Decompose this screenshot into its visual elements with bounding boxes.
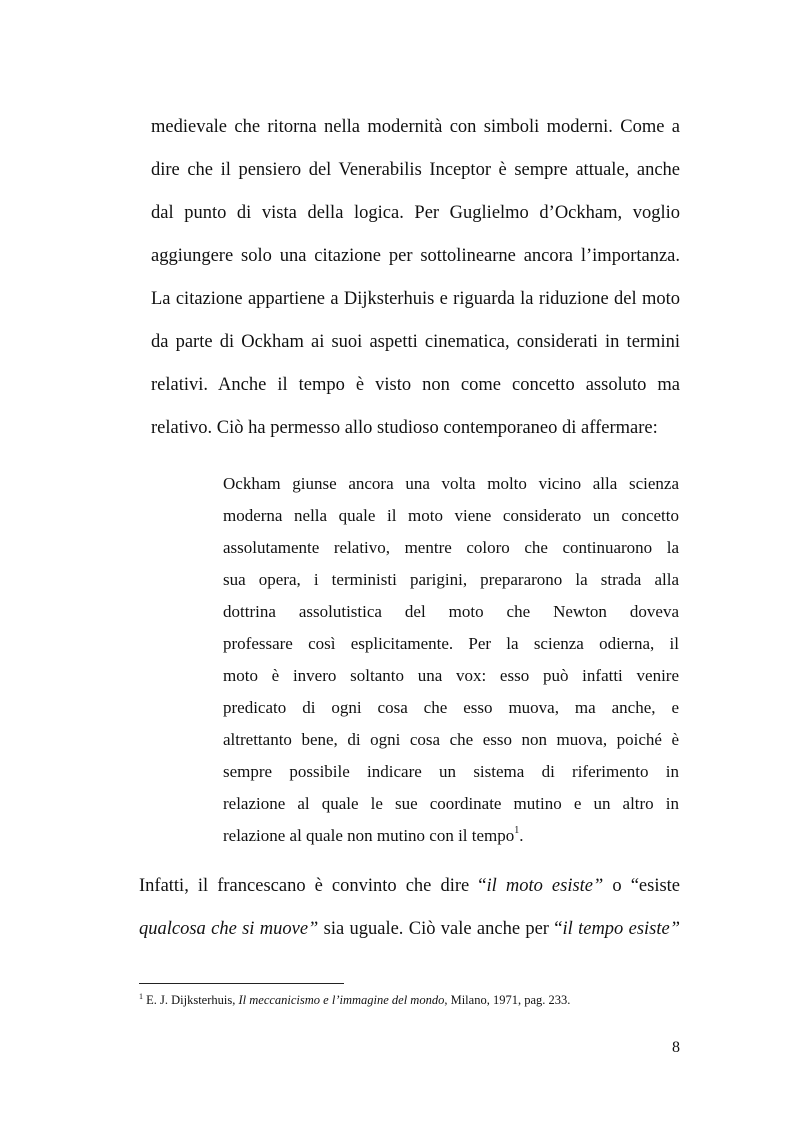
footnote-author: E. J. Dijksterhuis, bbox=[143, 993, 239, 1007]
italic-run: qualcosa che si muove” bbox=[139, 919, 319, 939]
footnote-reference: 1 bbox=[514, 825, 520, 836]
footnote-title: Il meccanicismo e l’immagine del mondo bbox=[238, 993, 445, 1007]
paragraph-line: aggiungere solo una citazione per sottolinearne ancora l’importanza. bbox=[151, 246, 680, 266]
footnote-rest: , Milano, 1971, pag. 233. bbox=[444, 993, 571, 1007]
quote-period: . bbox=[519, 826, 524, 845]
paragraph-line: La citazione appartiene a Dijksterhuis e riguarda la riduzione del moto bbox=[151, 289, 680, 309]
quote-line-last bbox=[223, 825, 679, 847]
paragraph-line: relativi. Anche il tempo è visto non come concetto assoluto ma bbox=[151, 375, 680, 395]
quote-line: sua opera, i terministi parigini, prepararono la strada alla bbox=[223, 570, 679, 589]
quote-line: moderna nella quale il moto viene considerato un concetto bbox=[223, 506, 679, 525]
page-number: 8 bbox=[672, 1039, 680, 1056]
quote-line: Ockham giunse ancora una volta molto vicino alla scienza bbox=[223, 474, 679, 493]
quote-line: predicato di ogni cosa che esso muova, ma anche, e bbox=[223, 698, 679, 717]
footnote-number: 1 bbox=[139, 992, 143, 1001]
paragraph-line: medievale che ritorna nella modernità con simboli moderni. Come a bbox=[151, 117, 680, 137]
quote-line: dottrina assolutistica del moto che Newton doveva bbox=[223, 602, 679, 621]
text-run: Infatti, il francescano è convinto che dire “ bbox=[139, 876, 487, 896]
italic-run: il moto esiste” bbox=[486, 876, 604, 896]
quote-line: relazione al quale le sue coordinate mutino e un altro in bbox=[223, 794, 679, 813]
quote-line: altrettanto bene, di ogni cosa che esso non muova, poiché è bbox=[223, 730, 679, 749]
italic-run: il tempo esiste” bbox=[562, 919, 681, 939]
quote-line: professare così esplicitamente. Per la scienza odierna, il bbox=[223, 634, 679, 653]
quote-text: relazione al quale non mutino con il tempo bbox=[223, 826, 515, 845]
text-run: o “esiste bbox=[603, 876, 681, 896]
paragraph-line bbox=[139, 917, 680, 941]
paragraph-line: dal punto di vista della logica. Per Guglielmo d’Ockham, voglio bbox=[151, 203, 680, 223]
footnote-separator bbox=[139, 983, 344, 984]
quote-line: moto è invero soltanto una vox: esso può infatti venire bbox=[223, 666, 679, 685]
paragraph-line: relativo. Ciò ha permesso allo studioso contemporaneo di affermare: bbox=[151, 418, 658, 438]
quote-line: sempre possibile indicare un sistema di riferimento in bbox=[223, 762, 679, 781]
quote-line: assolutamente relativo, mentre coloro che continuarono la bbox=[223, 538, 679, 557]
text-run: sia uguale. Ciò vale anche per “ bbox=[318, 919, 563, 939]
footnote bbox=[139, 992, 570, 1008]
paragraph-line bbox=[139, 874, 680, 898]
paragraph-line: dire che il pensiero del Venerabilis Inceptor è sempre attuale, anche bbox=[151, 160, 680, 180]
paragraph-line: da parte di Ockham ai suoi aspetti cinematica, considerati in termini bbox=[151, 332, 680, 352]
